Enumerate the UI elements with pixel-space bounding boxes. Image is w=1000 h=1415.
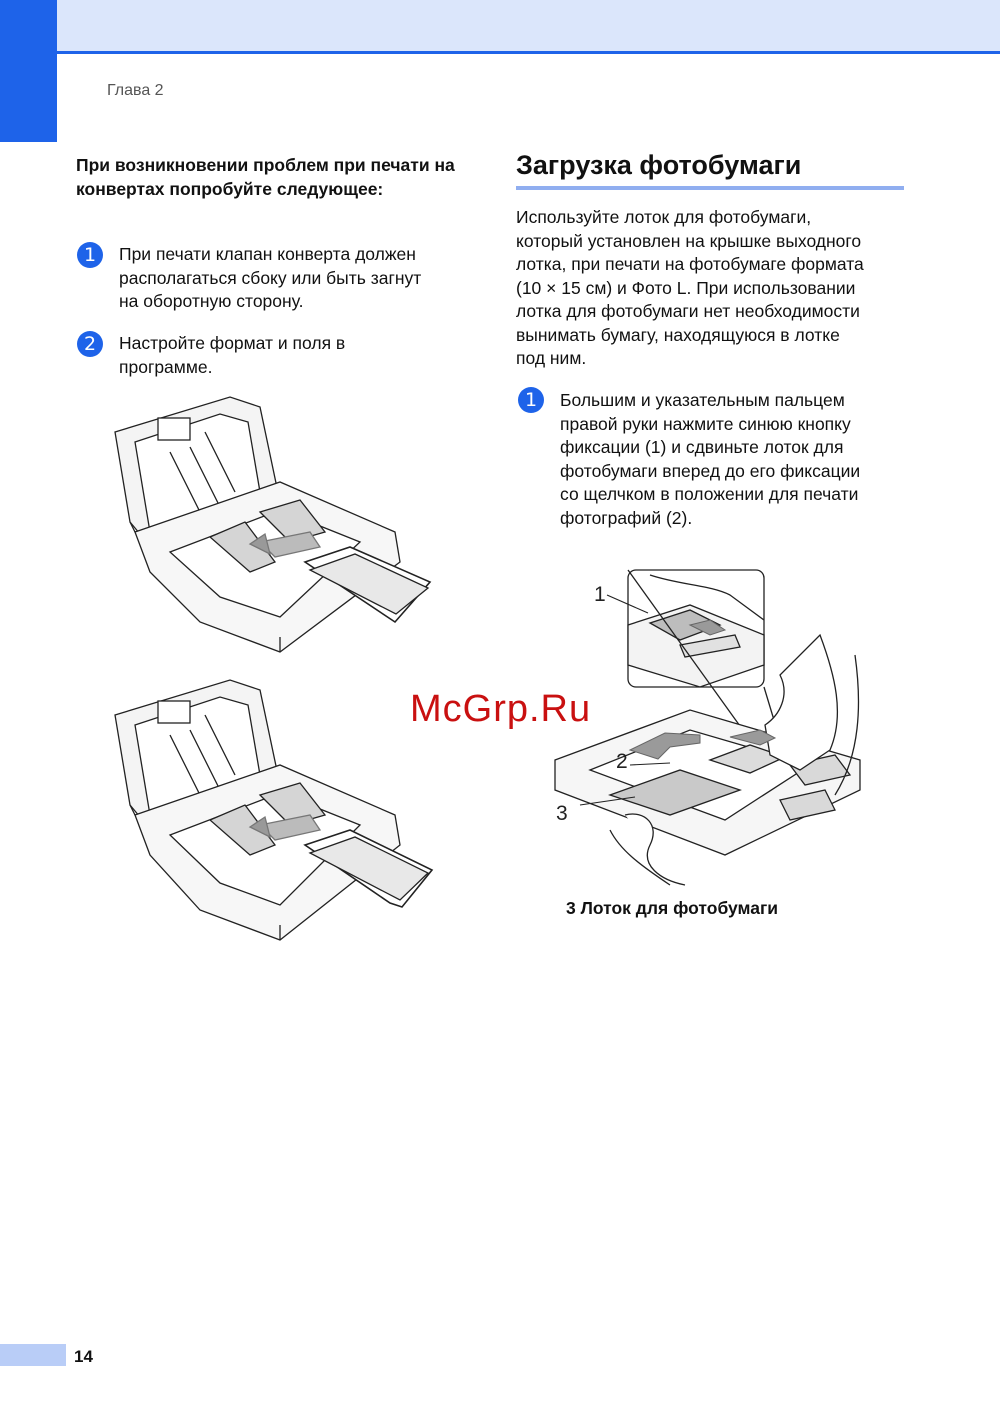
text-line: располагаться сбоку или быть загнут: [119, 267, 422, 288]
header-rule: [0, 51, 1000, 54]
photo-tray-illustration: [550, 565, 870, 890]
step-number-badge: 1: [77, 242, 103, 268]
photo-paper-step-1: [560, 389, 910, 530]
envelope-troubleshoot-heading: При возникновении проблем при печати на конвертах попробуйте следующее:: [76, 155, 455, 199]
figure-caption: 3 Лоток для фотобумаги: [566, 898, 779, 918]
callout-2: 2: [616, 750, 628, 773]
text-line: программе.: [119, 356, 213, 377]
heading-rule: [516, 186, 904, 190]
text-line: (10 × 15 см) и Фото L. При использовании: [516, 277, 856, 298]
photo-paper-heading: Загрузка фотобумаги: [516, 150, 802, 180]
envelope-tray-illustration-2: [110, 675, 440, 945]
text-line: фиксации (1) и сдвиньте лоток для: [560, 437, 844, 457]
text-line: правой руки нажмите синюю кнопку: [560, 413, 851, 434]
text-line: на оборотную сторону.: [119, 291, 304, 311]
text-line: Большим и указательным пальцем: [560, 390, 845, 410]
text-line: Используйте лоток для фотобумаги,: [516, 207, 812, 227]
watermark-text: McGrp.Ru: [410, 688, 592, 730]
photo-paper-intro: [516, 206, 911, 371]
text-line: Настройте формат и поля в: [119, 333, 346, 353]
text-line: фотобумаги вперед до его фиксации: [560, 460, 861, 481]
text-line: лотка для фотобумаги нет необходимости: [516, 301, 860, 321]
envelope-step-1: [119, 243, 421, 314]
text-line: При печати клапан конверта должен: [119, 244, 416, 264]
chapter-label: Глава 2: [107, 82, 164, 99]
page-number: 14: [74, 1347, 93, 1366]
step-number-badge: 2: [77, 331, 103, 357]
envelope-step-2: [119, 332, 345, 379]
text-line: со щелчком в положении для печати: [560, 484, 859, 504]
step-number-badge: 1: [518, 387, 544, 413]
callout-1: 1: [594, 583, 606, 606]
envelope-tray-illustration-1: [110, 392, 440, 657]
header-band: [0, 0, 1000, 52]
footer-band: [0, 1344, 66, 1366]
text-line: который установлен на крышке выходного: [516, 230, 862, 251]
callout-3: 3: [556, 802, 568, 825]
chapter-tab: [0, 0, 57, 142]
text-line: вынимать бумагу, находящуюся в лотке: [516, 324, 840, 345]
text-line: фотографий (2).: [560, 507, 693, 528]
text-line: под ним.: [516, 348, 587, 368]
text-line: лотка, при печати на фотобумаге формата: [516, 254, 864, 274]
